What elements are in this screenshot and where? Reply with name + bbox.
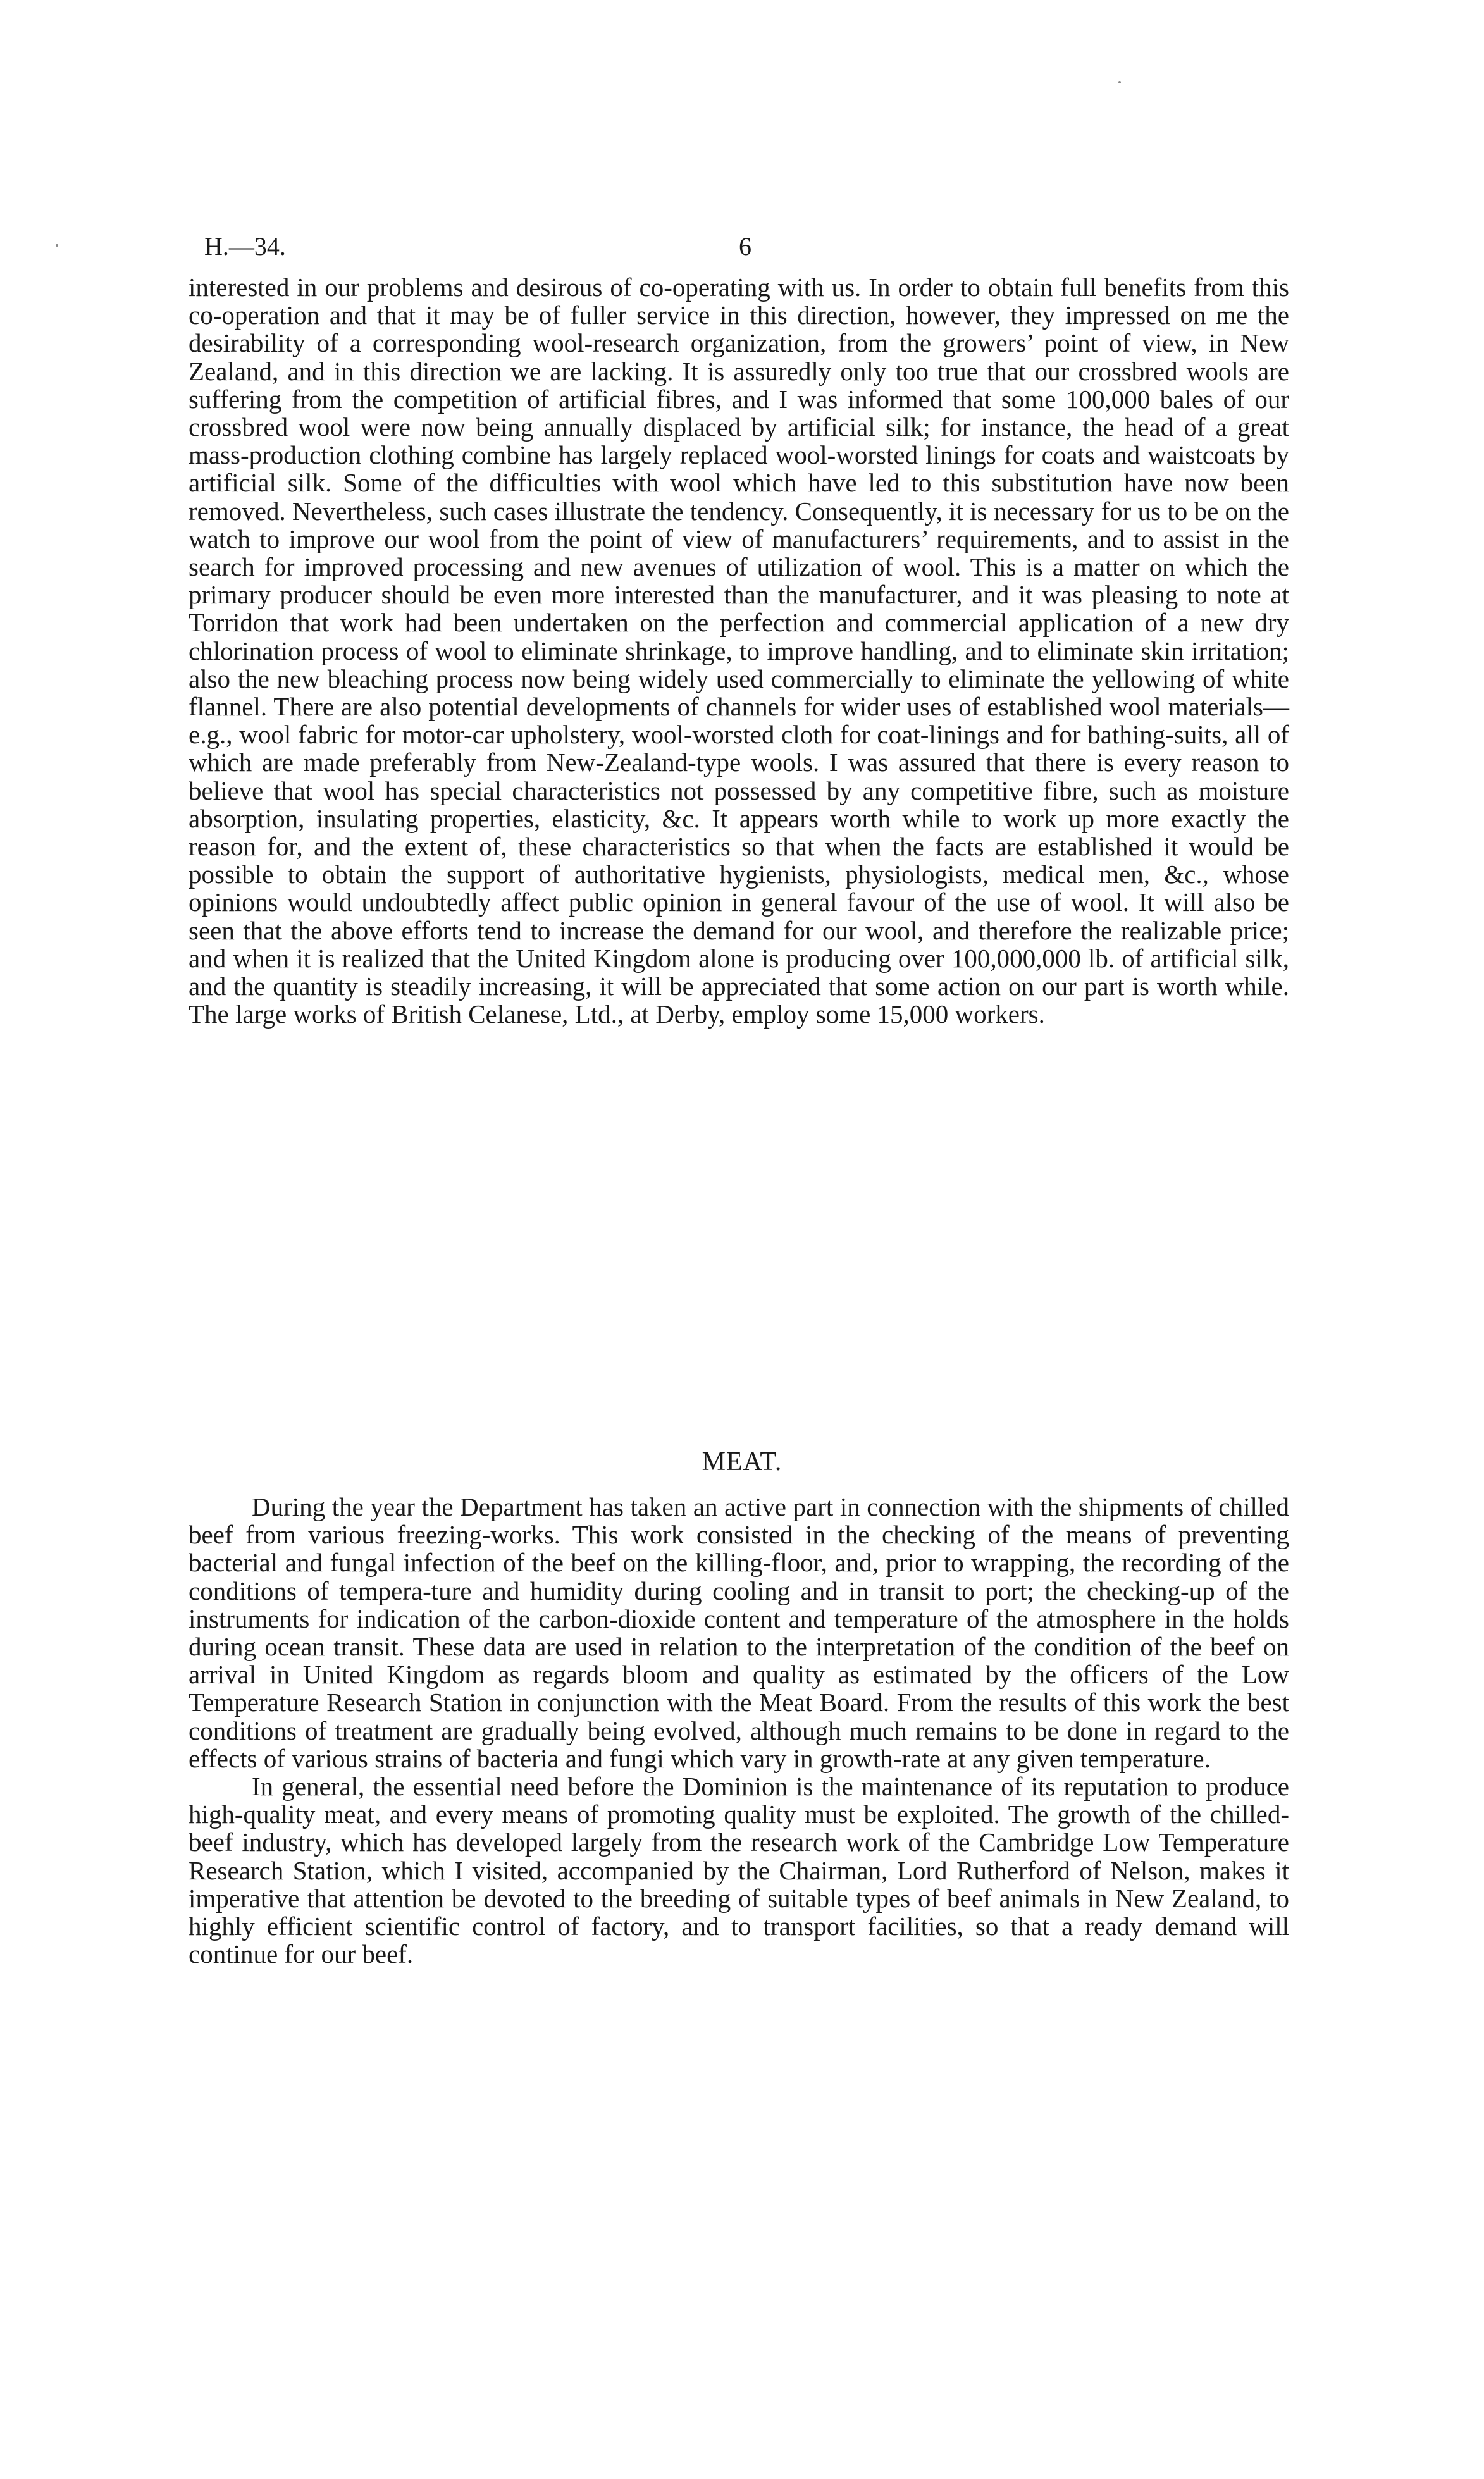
page-number: 6: [739, 232, 751, 261]
meat-paragraph-1: During the year the Department has taken an active part in connection with the shipments of chilled beef from various freezing-works. This work consisted in the checking of the means of preventing bacterial and fungal infection of the beef on the killing-floor, and, prior to wrapping, the recording of the conditions of tempera-ture and humidity during cooling and in transit to port; the checking-up of the instruments for indication of the carbon-dioxide content and temperature of the atmosphere in the holds during ocean transit. These data are used in relation to the interpretation of the condition of the beef on arrival in United Kingdom as regards bloom and quality as estimated by the officers of the Low Temperature Research Station in conjunction with the Meat Board. From the results of this work the best conditions of treatment are gradually being evolved, although much remains to be done in regard to the effects of various strains of bacteria and fungi which vary in growth-rate at any given temperature.: [189, 1492, 1289, 1773]
page-header: [204, 232, 1286, 269]
meat-paragraph-2: In general, the essential need before the Dominion is the maintenance of its reputation to produce high-quality meat, and every means of promoting quality must be exploited. The growth of the chilled-beef industry, which has developed largely from the research work of the Cambridge Low Temperature Research Station, which I visited, accompanied by the Chairman, Lord Rutherford of Nelson, makes it imperative that attention be devoted to the breeding of suitable types of beef animals in New Zealand, to highly efficient scientific control of factory, and to transport facilities, so that a ready demand will continue for our beef.: [189, 1772, 1289, 1969]
scan-speck: [1118, 81, 1121, 83]
meat-section: [189, 1493, 1289, 1968]
meat-heading: MEAT.: [702, 1447, 782, 1476]
scan-speck: [56, 244, 58, 247]
wool-section: [189, 273, 1289, 1028]
document-reference: H.—34.: [204, 232, 286, 261]
wool-paragraph: interested in our problems and desirous of co-operating with us. In order to obtain full benefits from this co-operation and that it may be of fuller service in this direction, however, they impressed on me the desirability of a corresponding wool-research organization, from the growers’ point of view, in New Zealand, and in this direction we are lacking. It is assuredly only too true that our crossbred wools are suffering from the competition of artificial fibres, and I was informed that some 100,000 bales of our crossbred wool were now being annually displaced by artificial silk; for instance, the head of a great mass-production clothing combine has largely replaced wool-worsted linings for coats and waistcoats by artificial silk. Some of the difficulties with wool which have led to this substitution have now been removed. Nevertheless, such cases illustrate the tendency. Consequently, it is necessary for us to be on the watch to improve our wool from the point of view of manufacturers’ requirements, and to assist in the search for improved processing and new avenues of utilization of wool. This is a matter on which the primary producer should be even more interested than the manufacturer, and it was pleasing to note at Torridon that work had been undertaken on the perfection and commercial application of a new dry chlorination process of wool to eliminate shrinkage, to improve handling, and to eliminate skin irritation; also the new bleaching process now being widely used commercially to eliminate the yellowing of white flannel. There are also potential developments of channels for wider uses of established wool materials—e.g., wool fabric for motor-car upholstery, wool-worsted cloth for coat-linings and for bathing-suits, all of which are made preferably from New-Zealand-type wools. I was assured that there is every reason to believe that wool has special characteristics not possessed by any competitive fibre, such as moisture absorption, insulating properties, elasticity, &c. It appears worth while to work up more exactly the reason for, and the extent of, these characteristics so that when the facts are established it would be possible to obtain the support of authoritative hygienists, physiologists, medical men, &c., whose opinions would undoubtedly affect public opinion in general favour of the use of wool. It will also be seen that the above efforts tend to increase the demand for our wool, and therefore the realizable price; and when it is realized that the United Kingdom alone is producing over 100,000,000 lb. of artificial silk, and the quantity is steadily increasing, it will be appreciated that some action on our part is worth while. The large works of British Celanese, Ltd., at Derby, employ some 15,000 workers.: [189, 273, 1289, 1029]
